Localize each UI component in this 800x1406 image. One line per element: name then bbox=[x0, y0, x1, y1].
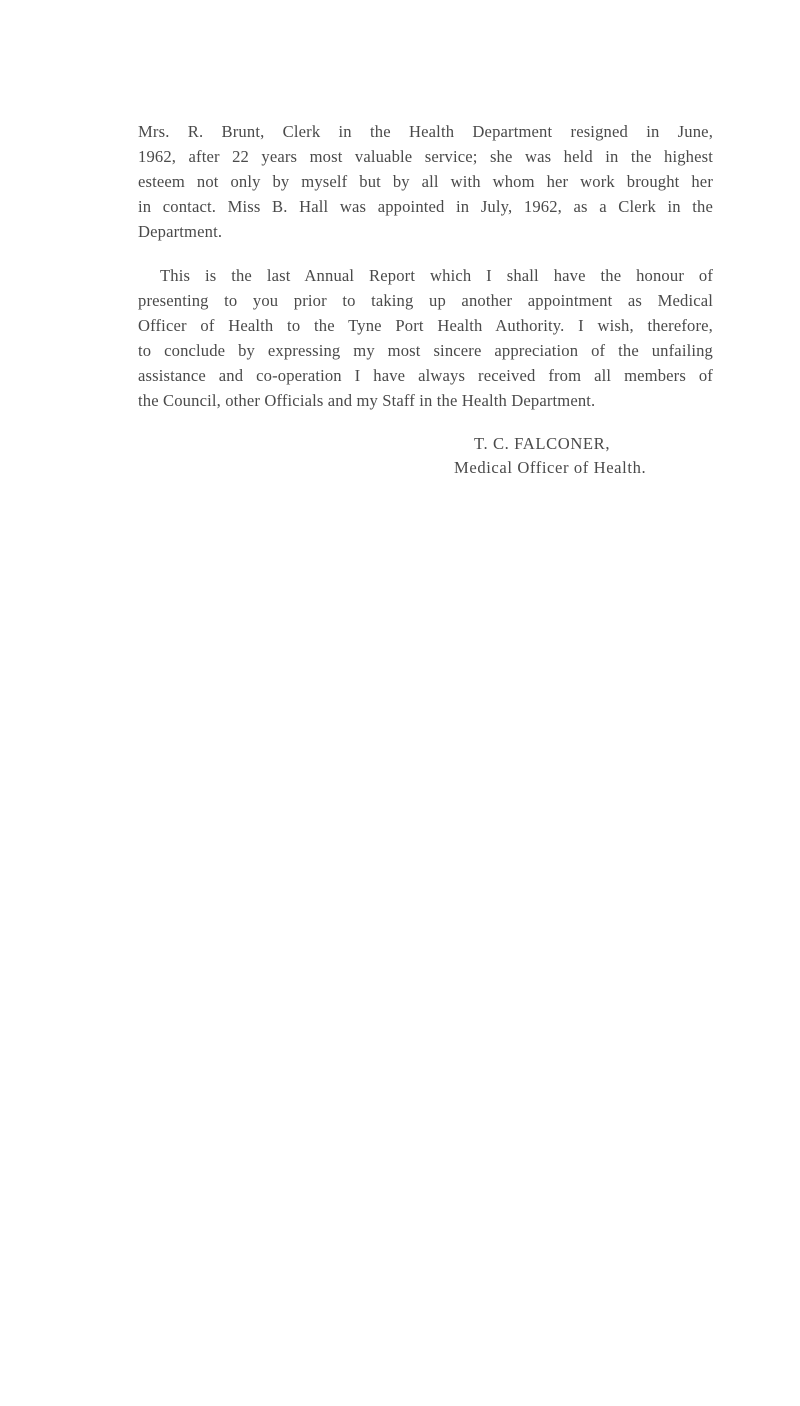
text-line: to conclude by expressing my most sincere appreciation of the unfailing bbox=[138, 341, 713, 360]
text-line: Officer of Health to the Tyne Port Health Authority. I wish, therefore, bbox=[138, 316, 713, 335]
text-line: presenting to you prior to taking up another appointment as Medical bbox=[138, 291, 713, 310]
text-line: Mrs. R. Brunt, Clerk in the Health Department resigned in June, bbox=[138, 122, 713, 141]
signature-name: T. C. FALCONER, bbox=[474, 434, 611, 453]
text-line: esteem not only by myself but by all with whom her work brought her bbox=[138, 172, 713, 191]
text-line: Department. bbox=[138, 222, 223, 241]
text-line: This is the last Annual Report which I shall have the honour of bbox=[160, 266, 713, 285]
text-line: the Council, other Officials and my Staff in the Health Department. bbox=[138, 391, 596, 410]
text-line: in contact. Miss B. Hall was appointed in July, 1962, as a Clerk in the bbox=[138, 197, 713, 216]
text-line: assistance and co-operation I have always received from all members of bbox=[138, 366, 713, 385]
signature-title: Medical Officer of Health. bbox=[454, 458, 647, 477]
text-line: 1962, after 22 years most valuable service; she was held in the highest bbox=[138, 147, 713, 166]
